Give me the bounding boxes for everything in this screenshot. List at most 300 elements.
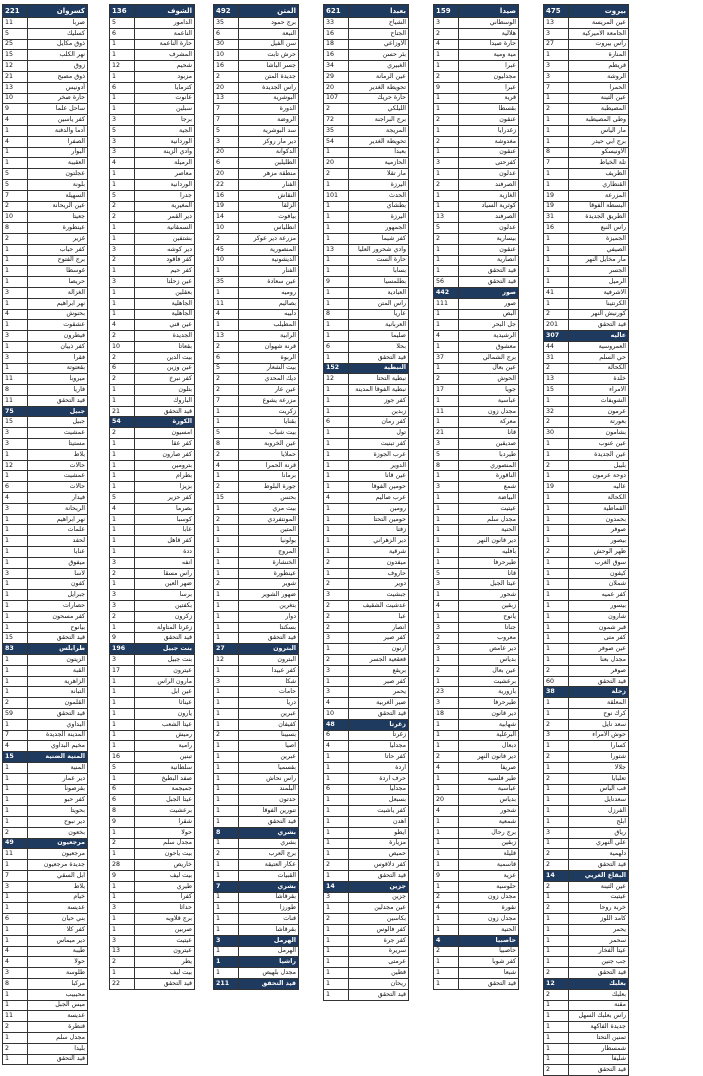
table-row: [434, 406, 519, 417]
table-row: [110, 363, 195, 374]
table-row: [110, 223, 195, 234]
table-row: [324, 39, 409, 50]
place-cell: كفر حبو: [28, 795, 88, 806]
count-cell: 1: [434, 309, 459, 320]
table-row: [324, 503, 409, 514]
count-cell: 12: [324, 374, 349, 385]
place-cell: شهابية: [459, 719, 519, 730]
table-row: [214, 741, 299, 752]
count-cell: 1: [110, 698, 135, 709]
table-row: [3, 233, 88, 244]
count-cell: 1: [544, 298, 569, 309]
table-row: [324, 385, 409, 396]
count-cell: 5: [214, 428, 239, 439]
place-cell: عديسة: [28, 1011, 88, 1022]
table-row: [544, 752, 629, 763]
table-row: [214, 687, 299, 698]
count-cell: 49: [3, 838, 28, 849]
place-cell: الفنار: [239, 266, 299, 277]
table-row: [434, 741, 519, 752]
count-cell: 1: [110, 93, 135, 104]
table-row: [324, 536, 409, 547]
count-cell: 1: [214, 687, 239, 698]
place-cell: سبلين: [135, 104, 195, 115]
place-cell: طيري: [135, 881, 195, 892]
table-row: [434, 860, 519, 871]
table-row: [324, 870, 409, 881]
place-cell: مقنة: [569, 1000, 629, 1011]
count-cell: 1: [544, 266, 569, 277]
place-cell: ريحان: [349, 978, 409, 989]
table-row: [3, 730, 88, 741]
place-cell: السهيلة: [28, 190, 88, 201]
table-row: [544, 406, 629, 417]
table-row: [214, 730, 299, 741]
count-cell: 1: [110, 849, 135, 860]
table-row: [324, 50, 409, 61]
place-cell: الحوش: [459, 374, 519, 385]
table-row: [434, 482, 519, 493]
table-row: [3, 1011, 88, 1022]
place-cell: راس المتن: [349, 298, 409, 309]
place-cell: تبنين: [135, 752, 195, 763]
place-cell: عشقوت: [28, 320, 88, 331]
place-cell: البترون: [239, 655, 299, 666]
count-cell: 2: [110, 374, 135, 385]
place-cell: مجدليا: [349, 741, 409, 752]
table-row: [214, 125, 299, 136]
count-cell: 4: [434, 935, 459, 946]
count-cell: 1: [214, 795, 239, 806]
place-cell: الديشونية: [239, 255, 299, 266]
table-row: [110, 482, 195, 493]
district-subheader-row: [214, 978, 299, 989]
place-cell: النبطية: [349, 363, 409, 374]
table-row: [214, 439, 299, 450]
count-cell: 4: [324, 698, 349, 709]
count-cell: 16: [110, 752, 135, 763]
count-cell: 1: [324, 320, 349, 331]
place-cell: كفر حباب: [28, 244, 88, 255]
count-cell: 29: [324, 71, 349, 82]
place-cell: الاونيسكو: [569, 147, 629, 158]
table-row: [3, 287, 88, 298]
place-cell: مجدل زون: [459, 892, 519, 903]
table-row: [544, 471, 629, 482]
table-row: [324, 816, 409, 827]
count-cell: 1: [544, 892, 569, 903]
count-cell: 3: [214, 935, 239, 946]
count-cell: 1: [3, 547, 28, 558]
place-cell: شمسطار: [569, 1043, 629, 1054]
count-cell: 1: [434, 547, 459, 558]
place-cell: كفرحتى: [459, 158, 519, 169]
count-cell: 6: [324, 341, 349, 352]
table-row: [544, 892, 629, 903]
table-row: [3, 676, 88, 687]
count-cell: 10: [3, 93, 28, 104]
table-row: [544, 806, 629, 817]
place-cell: صور: [459, 287, 519, 298]
table-row: [3, 93, 88, 104]
table-row: [3, 957, 88, 968]
table-row: [214, 93, 299, 104]
table-row: [544, 169, 629, 180]
place-cell: بعلبك: [569, 989, 629, 1000]
table-row: [434, 665, 519, 676]
district-subheader-row: [3, 406, 88, 417]
count-cell: 8: [434, 460, 459, 471]
place-cell: بيت الشعار: [239, 363, 299, 374]
table-row: [3, 18, 88, 29]
count-cell: 12: [214, 655, 239, 666]
district-subheader-row: [434, 935, 519, 946]
count-cell: 1: [110, 169, 135, 180]
table-row: [324, 266, 409, 277]
table-row: [3, 493, 88, 504]
table-row: [324, 460, 409, 471]
count-cell: 1: [3, 795, 28, 806]
count-cell: 3: [544, 827, 569, 838]
place-cell: مرجعيون: [28, 849, 88, 860]
count-cell: 1: [544, 50, 569, 61]
place-cell: قيد التحقق: [239, 816, 299, 827]
place-cell: بيت الدين: [135, 352, 195, 363]
count-cell: 1: [110, 536, 135, 547]
place-cell: دبعال: [459, 741, 519, 752]
table-row: [434, 363, 519, 374]
count-cell: 3: [3, 881, 28, 892]
place-cell: قيد التحقق: [569, 860, 629, 871]
table-row: [324, 590, 409, 601]
place-cell: صوفر: [569, 525, 629, 536]
count-cell: 1: [110, 914, 135, 925]
count-cell: 2: [434, 115, 459, 126]
place-cell: جلالا: [569, 762, 629, 773]
count-cell: 1: [324, 201, 349, 212]
count-cell: 3: [110, 590, 135, 601]
count-cell: 3: [434, 18, 459, 29]
table-row: [434, 277, 519, 288]
count-cell: 6: [3, 482, 28, 493]
place-cell: ميس الجبل: [28, 1000, 88, 1011]
table-row: [3, 687, 88, 698]
place-cell: سوق الغرب: [569, 557, 629, 568]
place-cell: برسا: [135, 590, 195, 601]
count-cell: 1: [214, 503, 239, 514]
table-row: [110, 860, 195, 871]
place-cell: عبرين: [239, 752, 299, 763]
place-cell: بسكنتا: [239, 622, 299, 633]
place-cell: يارون: [135, 709, 195, 720]
table-row: [544, 158, 629, 169]
count-cell: 1: [110, 298, 135, 309]
table-row: [214, 244, 299, 255]
place-cell: قيد التحقق: [569, 676, 629, 687]
table-row: [544, 1011, 629, 1022]
table-row: [544, 525, 629, 536]
count-cell: 1: [434, 914, 459, 925]
table-row: [214, 752, 299, 763]
count-cell: 1: [214, 601, 239, 612]
district-subheader-row: [544, 870, 629, 881]
place-cell: جدرا: [135, 190, 195, 201]
place-cell: بقرصونا: [28, 784, 88, 795]
count-cell: 2: [214, 849, 239, 860]
count-cell: 1: [324, 233, 349, 244]
table-row: [544, 1032, 629, 1043]
table-row: [110, 331, 195, 342]
count-cell: 1: [324, 946, 349, 957]
place-cell: تمنين التحتا: [569, 1032, 629, 1043]
table-row: [110, 406, 195, 417]
table-row: [324, 644, 409, 655]
count-cell: 1: [434, 655, 459, 666]
count-cell: 2: [434, 892, 459, 903]
count-cell: 1: [3, 320, 28, 331]
place-cell: خاريص: [135, 860, 195, 871]
place-cell: بليدا: [28, 1043, 88, 1054]
table-row: [110, 773, 195, 784]
place-cell: شحيم: [135, 61, 195, 72]
table-row: [110, 266, 195, 277]
table-row: [324, 341, 409, 352]
table-row: [324, 622, 409, 633]
table-row: [3, 946, 88, 957]
count-cell: 35: [214, 277, 239, 288]
count-cell: 12: [110, 61, 135, 72]
count-cell: 7: [544, 158, 569, 169]
place-cell: عيترون: [135, 665, 195, 676]
place-cell: كفر كلا: [28, 924, 88, 935]
table-row: [324, 482, 409, 493]
place-cell: حارة صيدا: [459, 39, 519, 50]
count-cell: 1: [434, 320, 459, 331]
table-row: [544, 352, 629, 363]
count-cell: 7: [3, 730, 28, 741]
count-cell: 1: [214, 406, 239, 417]
count-cell: 1: [434, 514, 459, 525]
place-cell: قيد التحقق: [239, 978, 299, 989]
place-cell: برج رحال: [459, 827, 519, 838]
table-row: [544, 309, 629, 320]
table-row: [434, 536, 519, 547]
place-cell: حارة الناعمة: [135, 39, 195, 50]
place-cell: عابا: [135, 525, 195, 536]
count-cell: 31: [544, 212, 569, 223]
place-cell: زحلة: [569, 687, 629, 698]
table-row: [110, 676, 195, 687]
count-cell: 1: [3, 590, 28, 601]
table-row: [544, 547, 629, 558]
count-cell: 13: [3, 82, 28, 93]
count-cell: 3: [3, 968, 28, 979]
count-cell: 1: [324, 762, 349, 773]
table-row: [110, 277, 195, 288]
place-cell: الدوير: [349, 460, 409, 471]
place-cell: قب الياس: [569, 784, 629, 795]
place-cell: القماطية: [569, 503, 629, 514]
count-cell: 1: [544, 946, 569, 957]
district-subheader-row: [214, 957, 299, 968]
count-cell: 1: [434, 169, 459, 180]
table-row: [544, 881, 629, 892]
place-cell: شحور: [459, 590, 519, 601]
place-cell: الجاهلية: [135, 309, 195, 320]
table-row: [110, 374, 195, 385]
table-row: [3, 212, 88, 223]
count-cell: 1: [434, 849, 459, 860]
place-cell: مجدل زون: [459, 914, 519, 925]
count-cell: 4: [110, 503, 135, 514]
table-row: [544, 633, 629, 644]
count-cell: 2: [434, 946, 459, 957]
table-row: [324, 179, 409, 190]
count-cell: 307: [544, 331, 569, 342]
place-cell: الرميلة: [135, 158, 195, 169]
count-cell: 1: [544, 590, 569, 601]
table-row: [214, 266, 299, 277]
place-cell: ظهر الوحش: [569, 547, 629, 558]
count-cell: 16: [324, 28, 349, 39]
count-cell: 1: [110, 460, 135, 471]
table-row: [544, 201, 629, 212]
table-row: [3, 352, 88, 363]
count-cell: 13: [544, 18, 569, 29]
table-row: [434, 341, 519, 352]
table-row: [544, 719, 629, 730]
table-row: [214, 611, 299, 622]
count-cell: 1: [3, 536, 28, 547]
count-cell: 16: [214, 61, 239, 72]
district-subheader-row: [214, 881, 299, 892]
place-cell: الوسطاني: [459, 18, 519, 29]
table-row: [434, 752, 519, 763]
count-cell: 2: [214, 385, 239, 396]
place-cell: عين وزين: [135, 363, 195, 374]
place-cell: زبدين: [349, 406, 409, 417]
count-cell: 1: [434, 978, 459, 989]
place-cell: الحمرا: [569, 82, 629, 93]
count-cell: 1: [324, 287, 349, 298]
count-cell: 1: [434, 860, 459, 871]
count-cell: 1: [434, 190, 459, 201]
place-cell: شملان: [569, 579, 629, 590]
table-row: [544, 482, 629, 493]
place-cell: قطين: [349, 968, 409, 979]
count-cell: 1: [3, 147, 28, 158]
table-row: [434, 827, 519, 838]
table-row: [544, 266, 629, 277]
place-cell: المنية الضنية: [28, 752, 88, 763]
table-row: [110, 395, 195, 406]
count-cell: 1: [324, 870, 349, 881]
place-cell: كفر ياسين: [28, 115, 88, 126]
count-cell: 3: [3, 503, 28, 514]
table-row: [324, 935, 409, 946]
place-cell: كيفون: [569, 568, 629, 579]
table-row: [324, 136, 409, 147]
place-cell: قانا: [459, 568, 519, 579]
table-row: [3, 924, 88, 935]
count-cell: 2: [544, 1065, 569, 1076]
header-name: صيدا: [459, 5, 519, 18]
count-cell: 1: [544, 136, 569, 147]
place-cell: قيد التحقق: [569, 1065, 629, 1076]
place-cell: بيانوح: [28, 622, 88, 633]
count-cell: 3: [110, 115, 135, 126]
table-row: [434, 179, 519, 190]
place-cell: حومين التحتا: [349, 514, 409, 525]
place-cell: راس مسقا: [135, 568, 195, 579]
table-row: [110, 838, 195, 849]
place-cell: كفر تبنيت: [349, 439, 409, 450]
place-cell: زبقين: [459, 601, 519, 612]
place-cell: ساحل علما: [28, 104, 88, 115]
count-cell: 20: [214, 169, 239, 180]
place-cell: بيافوت: [239, 212, 299, 223]
place-cell: وادي الزينة: [135, 147, 195, 158]
table-row: [3, 147, 88, 158]
count-cell: 1: [110, 579, 135, 590]
table-row: [544, 82, 629, 93]
table-row: [110, 287, 195, 298]
table-row: [544, 849, 629, 860]
table-row: [3, 827, 88, 838]
place-cell: ابلح: [569, 816, 629, 827]
place-cell: قانا: [459, 428, 519, 439]
table-row: [434, 730, 519, 741]
count-cell: 3: [110, 147, 135, 158]
place-cell: طورزا: [239, 903, 299, 914]
count-cell: 1: [214, 892, 239, 903]
place-cell: بعبدا: [349, 147, 409, 158]
district-table: [109, 4, 195, 990]
table-row: [544, 233, 629, 244]
table-row: [324, 471, 409, 482]
place-cell: الجميزة: [569, 233, 629, 244]
count-cell: 7: [544, 82, 569, 93]
place-cell: يحمر: [569, 924, 629, 935]
count-cell: 4: [324, 493, 349, 504]
table-row: [3, 1043, 88, 1054]
count-cell: 107: [324, 93, 349, 104]
table-row: [214, 428, 299, 439]
place-cell: ددة: [135, 547, 195, 558]
count-cell: 1: [324, 536, 349, 547]
place-cell: قنات: [239, 914, 299, 925]
place-cell: عين ابل: [135, 687, 195, 698]
count-cell: 1: [544, 503, 569, 514]
place-cell: رياق: [569, 827, 629, 838]
table-row: [324, 374, 409, 385]
place-cell: اردة: [349, 762, 409, 773]
table-row: [214, 471, 299, 482]
table-row: [434, 18, 519, 29]
count-cell: 1: [544, 1032, 569, 1043]
table-row: [110, 385, 195, 396]
table-row: [544, 255, 629, 266]
count-cell: 1: [3, 277, 28, 288]
place-cell: بشامون: [569, 428, 629, 439]
place-cell: البسطة الفوقا: [569, 201, 629, 212]
count-cell: 1: [544, 169, 569, 180]
place-cell: المنصوري: [459, 460, 519, 471]
table-row: [434, 611, 519, 622]
table-row: [214, 28, 299, 39]
place-cell: عين عنوب: [569, 439, 629, 450]
place-cell: قيد التحقق: [28, 633, 88, 644]
